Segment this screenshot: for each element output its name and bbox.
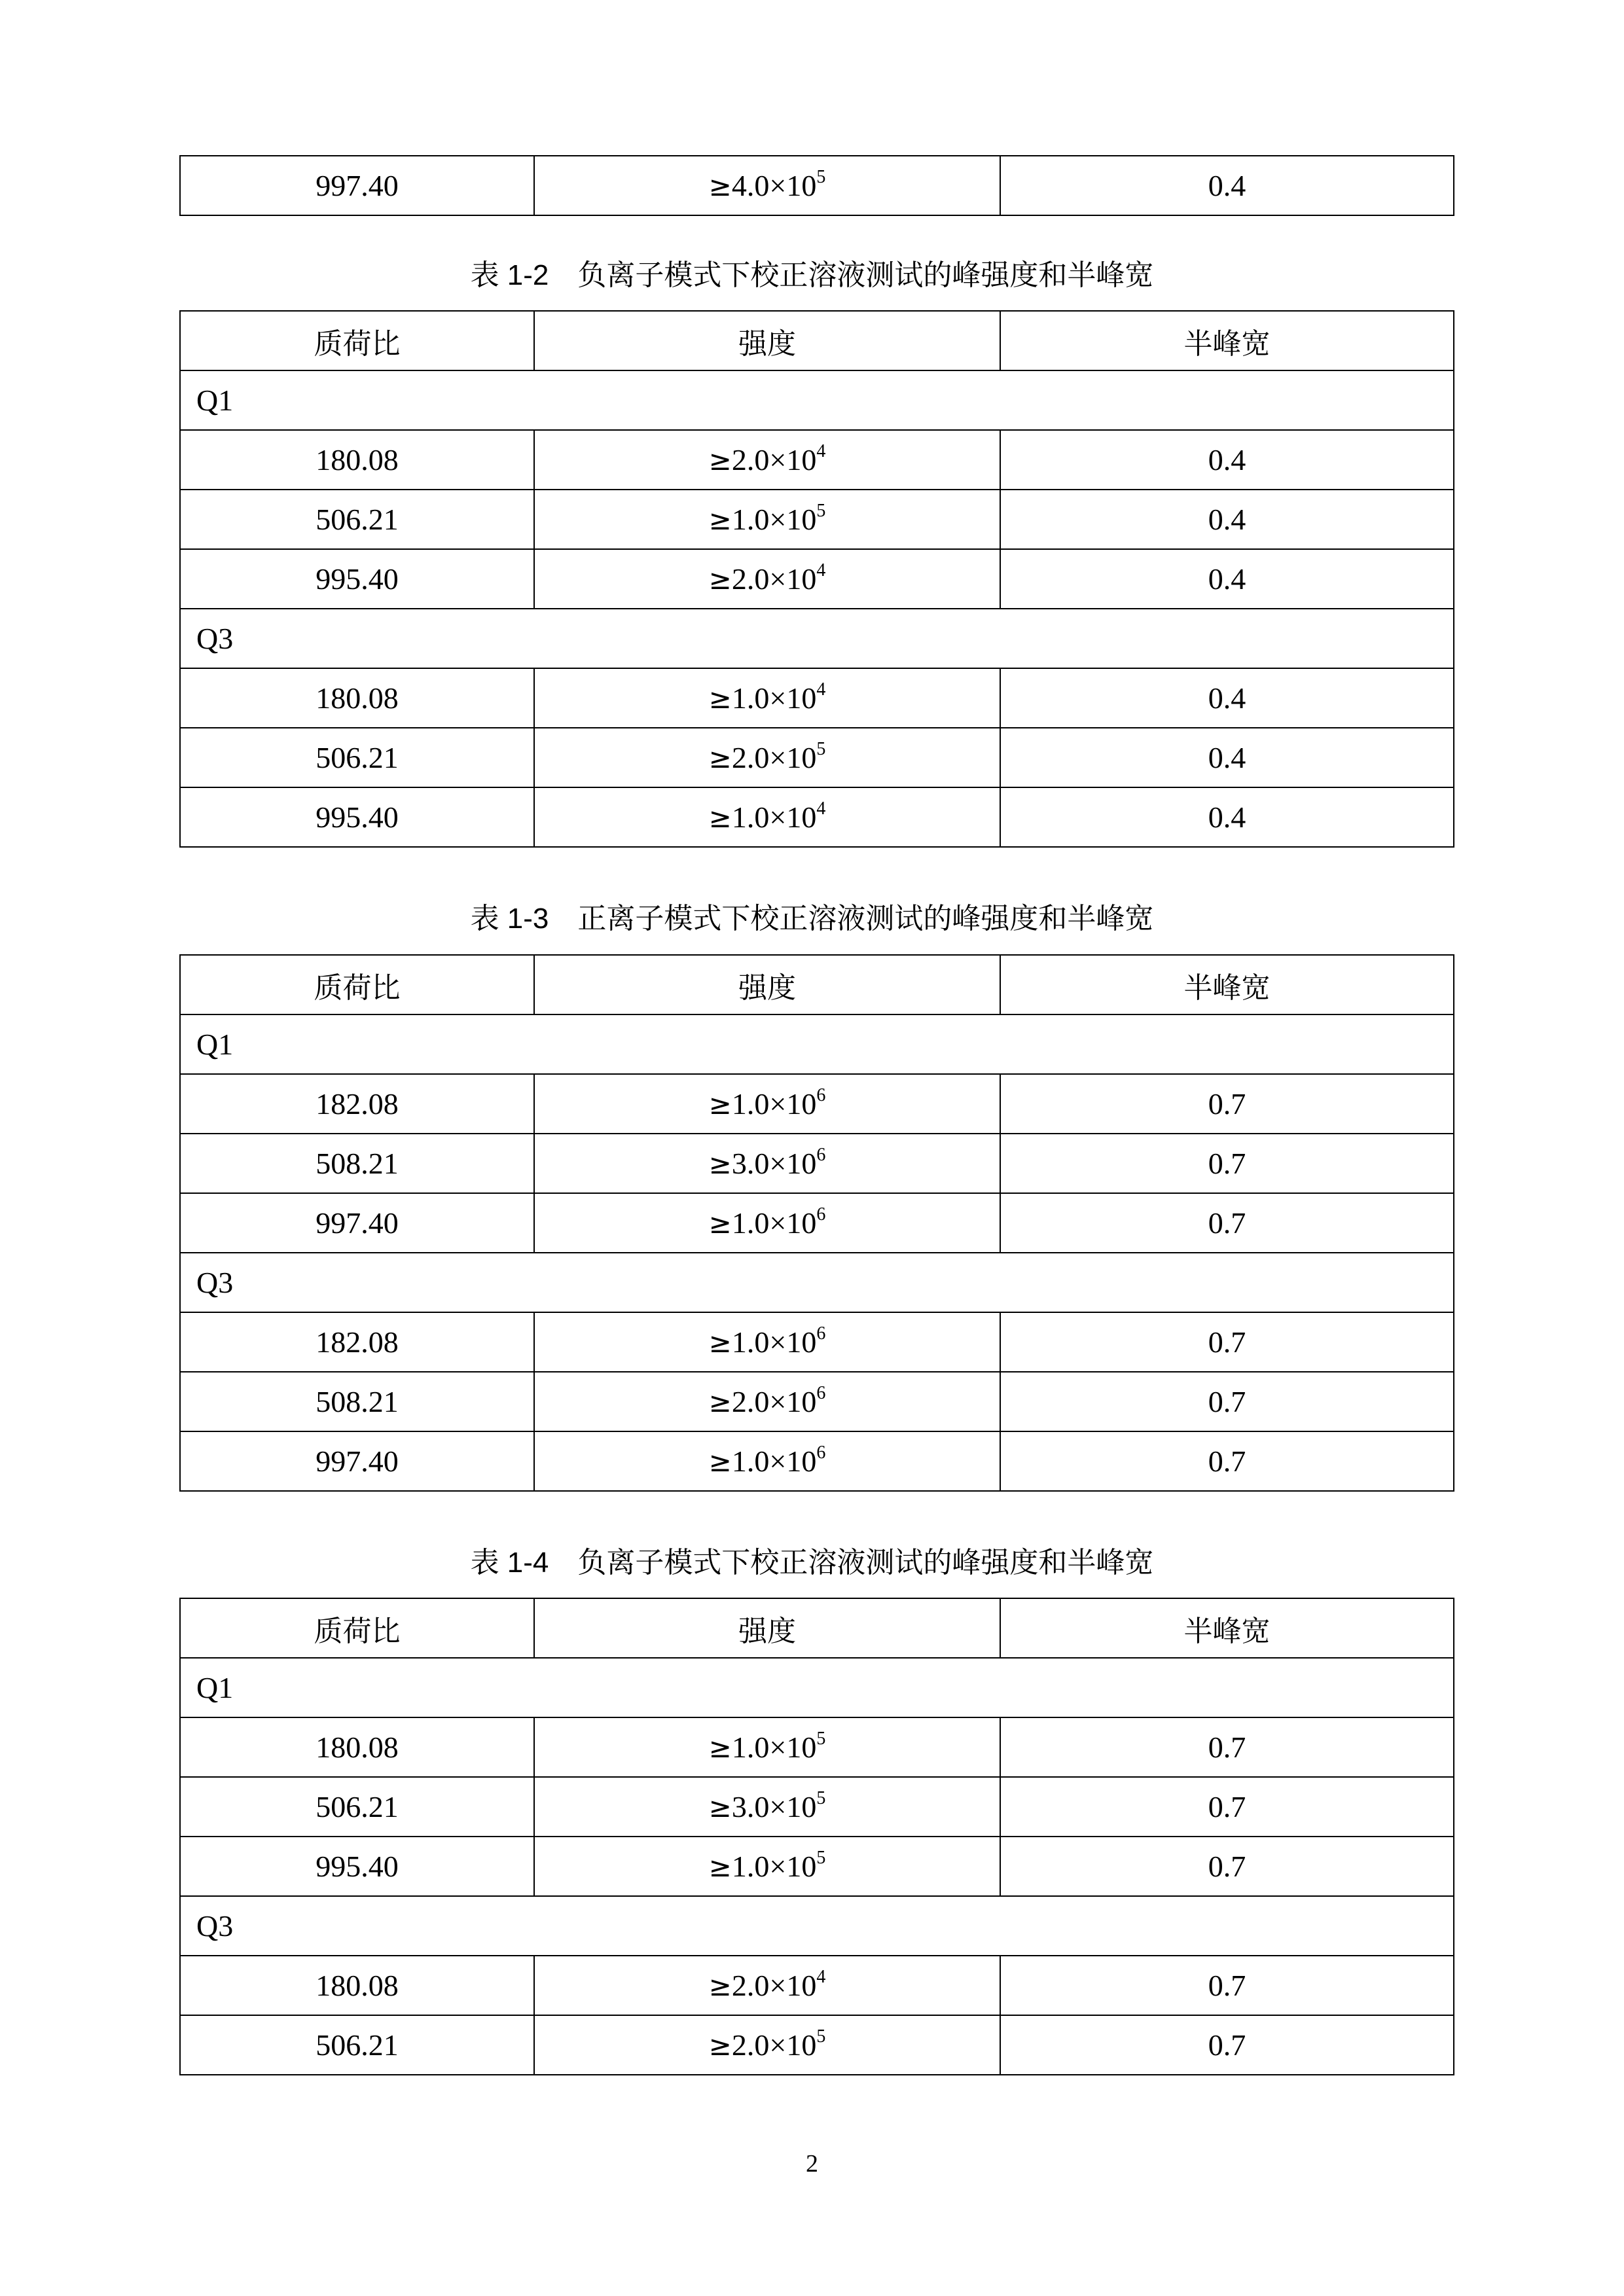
mz-cell: 995.40 xyxy=(180,549,534,609)
mz-cell: 182.08 xyxy=(180,1074,534,1134)
mz-cell: 180.08 xyxy=(180,1717,534,1777)
fwhm-cell: 0.7 xyxy=(1000,1312,1454,1372)
table-caption: 表 1-4 负离子模式下校正溶液测试的峰强度和半峰宽 xyxy=(470,1546,1154,1579)
mz-cell: 506.21 xyxy=(180,2015,534,2075)
mz-cell: 182.08 xyxy=(180,1312,534,1372)
header-row xyxy=(180,311,1454,370)
intensity-cell: $\ge 2.0\times 10^4$ xyxy=(534,549,1000,609)
intensity-cell: $\ge 1.0\times 10^4$ xyxy=(534,668,1000,728)
table-row xyxy=(180,490,1454,549)
header-mz: 质荷比 xyxy=(180,955,534,1014)
fwhm-cell: 0.7 xyxy=(1000,1372,1454,1431)
fwhm-cell: 0.4 xyxy=(1000,549,1454,609)
mz-cell: 997.40 xyxy=(180,156,534,215)
header-intensity: 强度 xyxy=(534,955,1000,1014)
table-row xyxy=(180,1837,1454,1896)
group-row xyxy=(180,1658,1454,1717)
group-row xyxy=(180,1253,1454,1312)
fwhm-cell: 0.4 xyxy=(1000,156,1454,215)
fwhm-cell: 0.4 xyxy=(1000,668,1454,728)
fwhm-cell: 0.7 xyxy=(1000,2015,1454,2075)
fwhm-cell: 0.7 xyxy=(1000,1431,1454,1491)
table-row xyxy=(180,1777,1454,1837)
intensity-cell: $\ge 1.0\times 10^6$ xyxy=(534,1074,1000,1134)
mz-cell: 180.08 xyxy=(180,1956,534,2015)
mz-cell: 997.40 xyxy=(180,1431,534,1491)
mz-cell: 997.40 xyxy=(180,1193,534,1253)
intensity-cell: $\ge 2.0\times 10^4$ xyxy=(534,430,1000,490)
mz-cell: 508.21 xyxy=(180,1134,534,1193)
header-fwhm: 半峰宽 xyxy=(1000,1598,1454,1658)
table-row xyxy=(180,1074,1454,1134)
header-intensity: 强度 xyxy=(534,1598,1000,1658)
intensity-cell: $\ge 3.0\times 10^6$ xyxy=(534,1134,1000,1193)
fwhm-cell: 0.4 xyxy=(1000,728,1454,787)
intensity-cell: $\ge 2.0\times 10^4$ xyxy=(534,1956,1000,2015)
mz-cell: 180.08 xyxy=(180,668,534,728)
header-intensity: 强度 xyxy=(534,311,1000,370)
group-row xyxy=(180,609,1454,668)
mz-cell: 508.21 xyxy=(180,1372,534,1431)
fwhm-cell: 0.4 xyxy=(1000,430,1454,490)
group-row xyxy=(180,1896,1454,1956)
header-mz: 质荷比 xyxy=(180,1598,534,1658)
mz-cell: 506.21 xyxy=(180,728,534,787)
intensity-cell: $\ge 4.0\times 10^5$ xyxy=(534,156,1000,215)
header-row xyxy=(180,955,1454,1014)
table-row xyxy=(180,1717,1454,1777)
intensity-cell: $\ge 1.0\times 10^6$ xyxy=(534,1431,1000,1491)
intensity-cell: $\ge 1.0\times 10^6$ xyxy=(534,1312,1000,1372)
fwhm-cell: 0.7 xyxy=(1000,1837,1454,1896)
mz-cell: 506.21 xyxy=(180,490,534,549)
mz-cell: 995.40 xyxy=(180,787,534,847)
table-row xyxy=(180,1134,1454,1193)
table-caption: 表 1-3 正离子模式下校正溶液测试的峰强度和半峰宽 xyxy=(470,902,1154,935)
fwhm-cell: 0.7 xyxy=(1000,1134,1454,1193)
table-row xyxy=(180,1193,1454,1253)
mz-cell: 506.21 xyxy=(180,1777,534,1837)
table-row xyxy=(180,1312,1454,1372)
mz-cell: 995.40 xyxy=(180,1837,534,1896)
table-row xyxy=(180,549,1454,609)
group-row xyxy=(180,1014,1454,1074)
fwhm-cell: 0.4 xyxy=(1000,490,1454,549)
group-row xyxy=(180,370,1454,430)
fwhm-cell: 0.7 xyxy=(1000,1074,1454,1134)
group-label: Q1 xyxy=(180,1658,1454,1717)
fwhm-cell: 0.4 xyxy=(1000,787,1454,847)
header-fwhm: 半峰宽 xyxy=(1000,311,1454,370)
group-label: Q1 xyxy=(180,370,1454,430)
group-label: Q3 xyxy=(180,1896,1454,1956)
intensity-cell: $\ge 2.0\times 10^5$ xyxy=(534,728,1000,787)
group-label: Q1 xyxy=(180,1014,1454,1074)
table-1-1-continuation xyxy=(179,155,1454,216)
table-1-2 xyxy=(179,310,1454,848)
group-label: Q3 xyxy=(180,609,1454,668)
table-row xyxy=(180,1372,1454,1431)
table-row xyxy=(180,1956,1454,2015)
table-1-4 xyxy=(179,1598,1454,2075)
table-1-3 xyxy=(179,954,1454,1492)
intensity-cell: $\ge 3.0\times 10^5$ xyxy=(534,1777,1000,1837)
table-row xyxy=(180,430,1454,490)
intensity-cell: $\ge 1.0\times 10^5$ xyxy=(534,490,1000,549)
group-label: Q3 xyxy=(180,1253,1454,1312)
table-row xyxy=(180,1431,1454,1491)
intensity-cell: $\ge 1.0\times 10^5$ xyxy=(534,1717,1000,1777)
header-fwhm: 半峰宽 xyxy=(1000,955,1454,1014)
table-row xyxy=(180,728,1454,787)
table-row xyxy=(180,668,1454,728)
table-caption: 表 1-2 负离子模式下校正溶液测试的峰强度和半峰宽 xyxy=(470,259,1154,292)
fwhm-cell: 0.7 xyxy=(1000,1193,1454,1253)
table-row xyxy=(180,787,1454,847)
page-number: 2 xyxy=(806,2150,818,2178)
table-row xyxy=(180,2015,1454,2075)
mz-cell: 180.08 xyxy=(180,430,534,490)
intensity-cell: $\ge 2.0\times 10^6$ xyxy=(534,1372,1000,1431)
intensity-cell: $\ge 1.0\times 10^4$ xyxy=(534,787,1000,847)
table-row xyxy=(180,156,1454,215)
intensity-cell: $\ge 1.0\times 10^6$ xyxy=(534,1193,1000,1253)
fwhm-cell: 0.7 xyxy=(1000,1956,1454,2015)
fwhm-cell: 0.7 xyxy=(1000,1777,1454,1837)
intensity-cell: $\ge 2.0\times 10^5$ xyxy=(534,2015,1000,2075)
header-row xyxy=(180,1598,1454,1658)
header-mz: 质荷比 xyxy=(180,311,534,370)
intensity-cell: $\ge 1.0\times 10^5$ xyxy=(534,1837,1000,1896)
fwhm-cell: 0.7 xyxy=(1000,1717,1454,1777)
